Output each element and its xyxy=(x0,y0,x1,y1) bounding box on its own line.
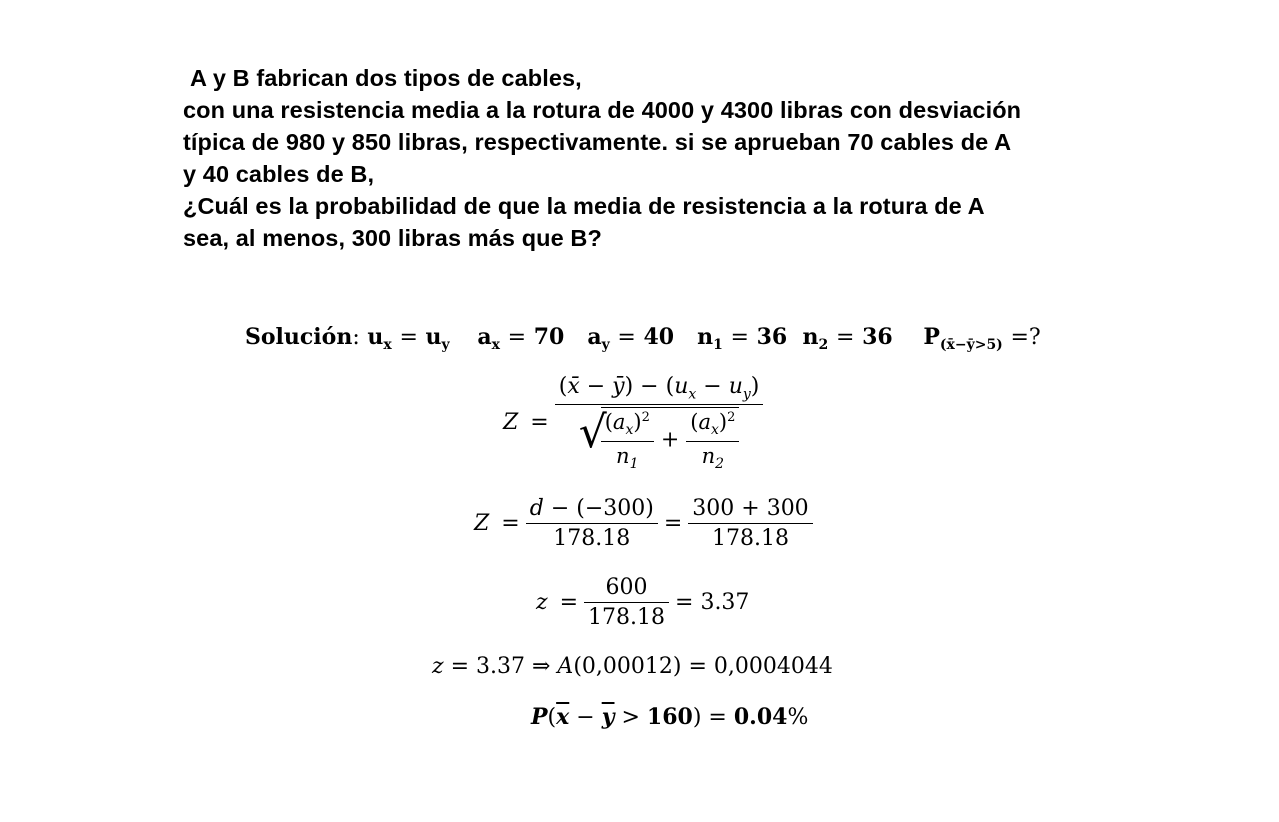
problem-line: con una resistencia media a la rotura de 4000 y 4300 libras con desviación xyxy=(183,97,1022,123)
area-lookup: z = 3.37 ⇒ A(0,00012) = 0,0004044 xyxy=(432,654,833,679)
problem-line: A y B fabrican dos tipos de cables, xyxy=(190,65,582,91)
final-probability: $P(\overline{x} - \overline{y} > 160) = 0.04\%$ xyxy=(531,704,809,730)
problem-line: ¿Cuál es la probabilidad de que la media de resistencia a la rotura de A xyxy=(183,193,985,219)
problem-line: típica de 980 y 850 libras, respectivamente. si se aprueban 70 cables de A xyxy=(183,129,1012,155)
problem-line: sea, al menos, 300 libras más que B? xyxy=(183,225,602,251)
problem-line: y 40 cables de B, xyxy=(183,161,375,187)
solution-label: Solución xyxy=(245,324,353,350)
solution-given-line: Solución: $u_x = u_y$ $a_x = 70$ $a_y = 40$ $n_1 = 36$ $n_2 = 36$ $P_{(x̄-ȳ>5)}$ =? xyxy=(245,324,1041,353)
z-formula: Z = (x̄ − ȳ) − $(u_x - u_y)$ √ $\frac{(a_x)^2}{n_1}$ + $\frac{(a_x)^2}{n_2}$ xyxy=(503,374,763,472)
z-value: z = $\frac{600}{178.18}$ = 3.37 xyxy=(536,575,750,630)
problem-statement xyxy=(183,62,1123,254)
z-substitution: Z = $\frac{d - (-300)}{178.18}$ = $\frac{300 + 300}{178.18}$ xyxy=(474,496,813,551)
